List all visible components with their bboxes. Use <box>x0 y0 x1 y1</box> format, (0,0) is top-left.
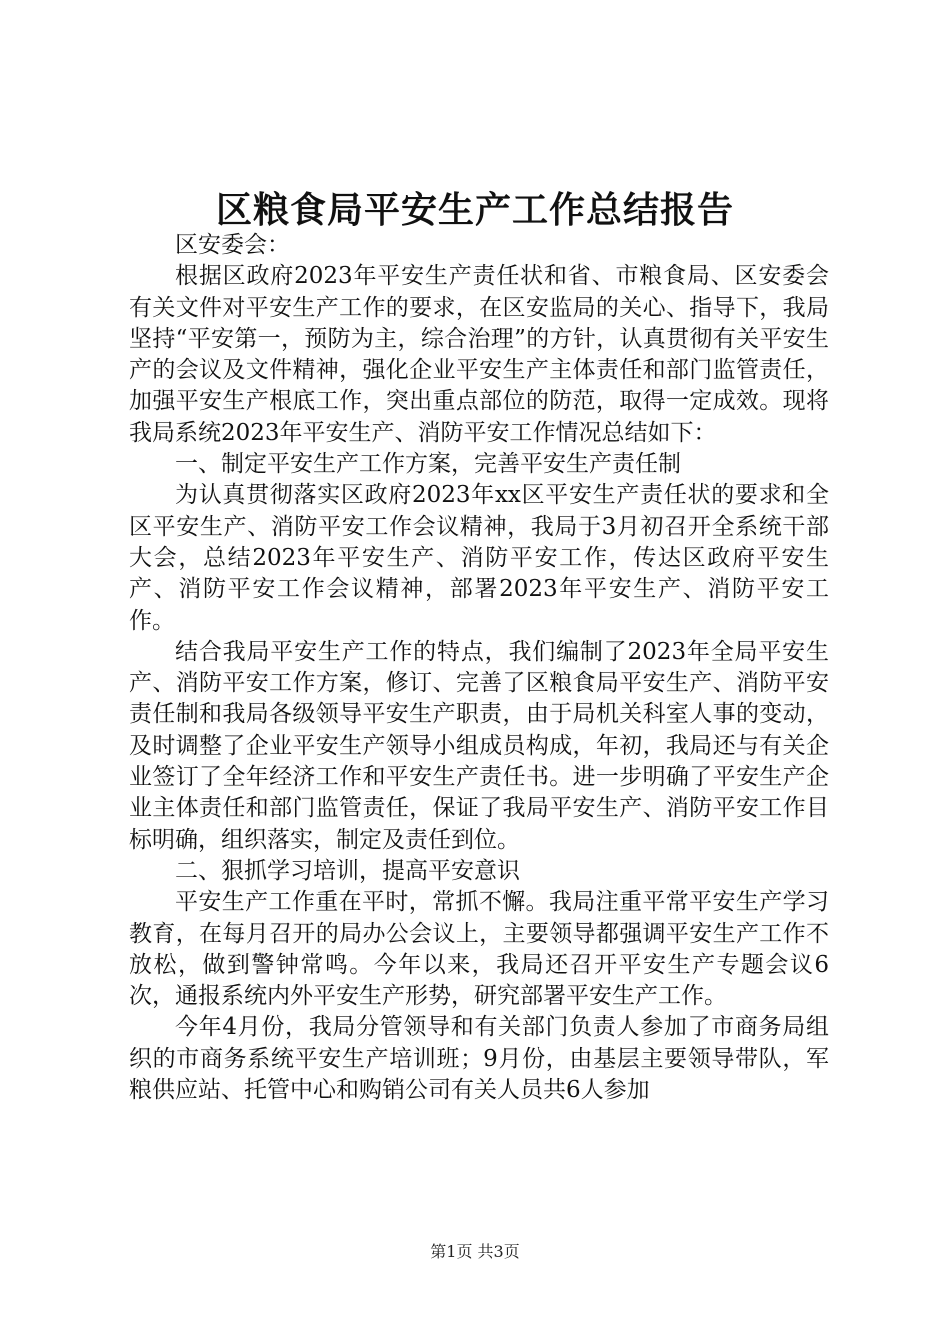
paragraph: 今年4月份，我局分管领导和有关部门负责人参加了市商务局组织的市商务系统平安生产培训班；9月份，由基层主要领导带队，军粮供应站、托管中心和购销公司有关人员共6人参加 <box>129 1014 829 1104</box>
paragraph: 为认真贯彻落实区政府2023年xx区平安生产责任状的要求和全区平安生产、消防平安工作会议精神，我局于3月初召开全系统干部大会，总结2023年平安生产、消防平安工作，传达区政府平安生产、消防平安工作会议精神，部署2023年平安生产、消防平安工作。 <box>129 482 829 634</box>
salutation: 区安委会： <box>175 232 290 258</box>
paragraph: 平安生产工作重在平时，常抓不懈。我局注重平常平安生产学习教育，在每月召开的局办公会议上，主要领导都强调平安生产工作不放松，做到警钟常鸣。今年以来，我局还召开平安生产专题会议6次，通报系统内外平安生产形势，研究部署平安生产工作。 <box>129 889 829 1010</box>
document-title: 区粮食局平安生产工作总结报告 <box>215 189 734 231</box>
document-body <box>129 230 829 1106</box>
paragraph: 根据区政府2023年平安生产责任状和省、市粮食局、区安委会有关文件对平安生产工作的要求，在区安监局的关心、指导下，我局坚持“平安第一，预防为主，综合治理”的方针，认真贯彻有关平安生产的会议及文件精神，强化企业平安生产主体责任和部门监管责任，加强平安生产根底工作，突出重点部位的防范，取得一定成效。现将我局系统2023年平安生产、消防平安工作情况总结如下： <box>129 263 829 446</box>
page-footer: 第1页 共3页 <box>430 1242 520 1261</box>
paragraph: 结合我局平安生产工作的特点，我们编制了2023年全局平安生产、消防平安工作方案，修订、完善了区粮食局平安生产、消防平安责任制和我局各级领导平安生产职责，由于局机关科室人事的变动，及时调整了企业平安生产领导小组成员构成，年初，我局还与有关企业签订了全年经济工作和平安生产责任书。进一步明确了平安生产企业主体责任和部门监管责任，保证了我局平安生产、消防平安工作目标明确，组织落实，制定及责任到位。 <box>129 638 829 853</box>
section-heading: 二、狠抓学习培训，提高平安意识 <box>175 857 520 884</box>
section-heading: 一、制定平安生产工作方案，完善平安生产责任制 <box>175 451 681 478</box>
